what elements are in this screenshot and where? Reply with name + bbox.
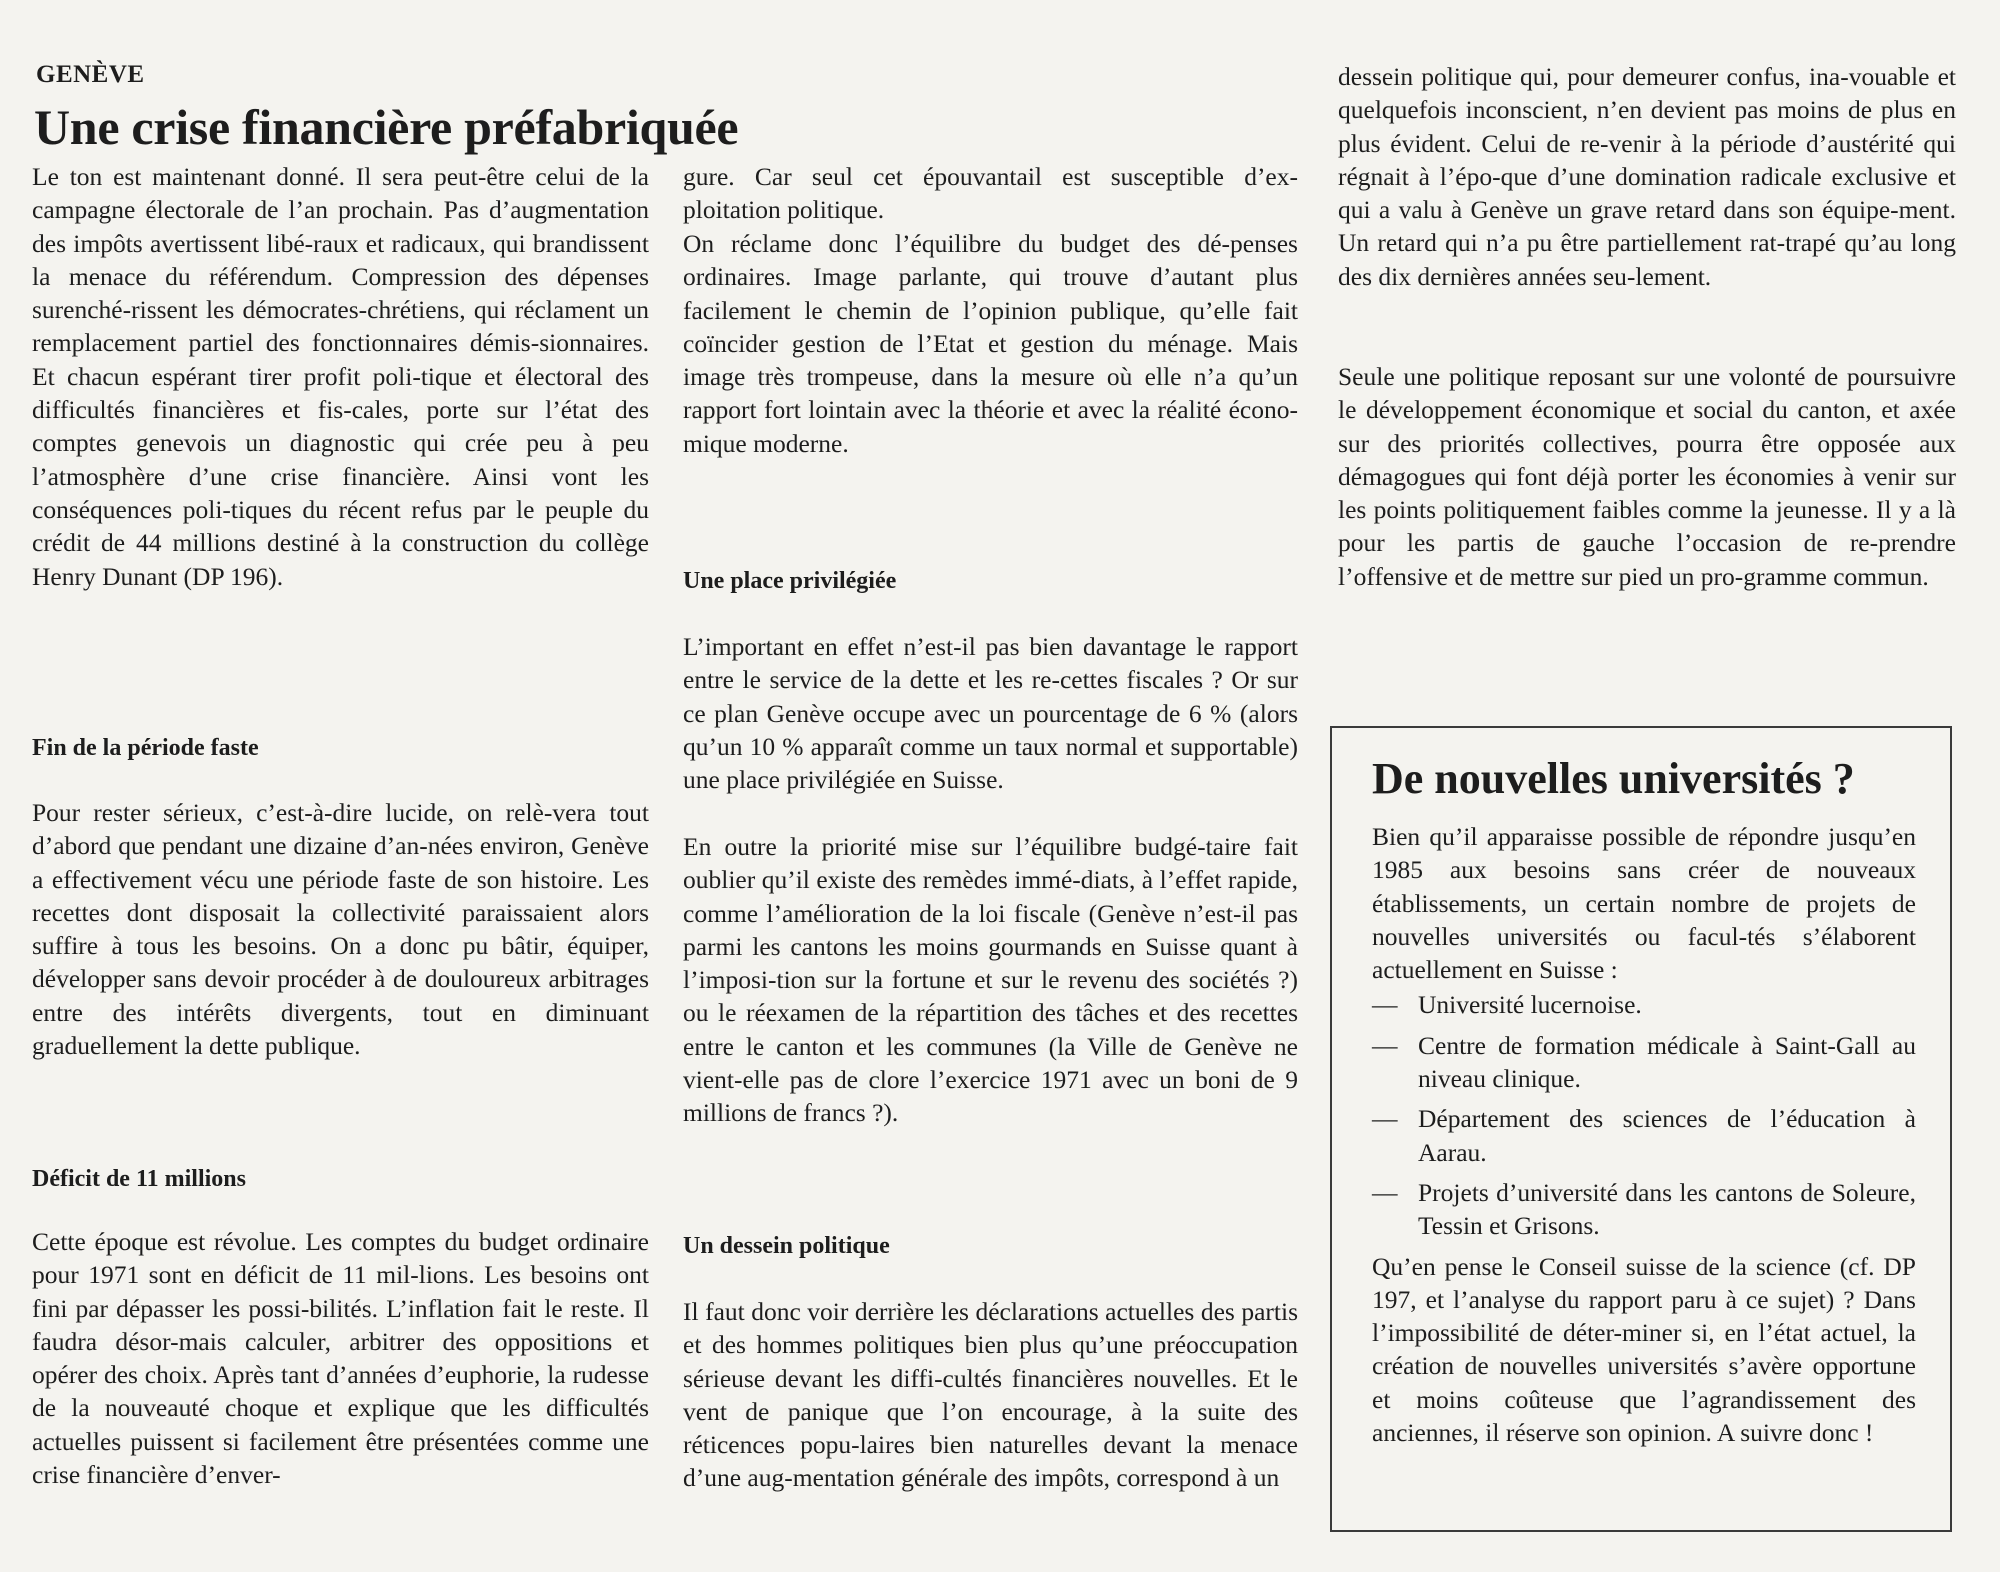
paragraph-dessein-suite: dessein politique qui, pour demeurer confus, ina-vouable et quelquefois inconscient, n’en devient pas moins de plus en plus évident. Celui de re-venir à la période d’austérité qui régnait à l’épo-que d’une domination radicale exclusive et qui a valu à Genève un grave retard dans son équipe-ment. Un retard qui n’a pu être partiellement rat-trapé qu’au long des dix dernières années seu-lement. — [1338, 62, 1956, 291]
list-item: — Département des sciences de l’éducation à Aarau. — [1372, 1102, 1916, 1169]
list-item: — Centre de formation médicale à Saint-Gall au niveau clinique. — [1372, 1029, 1916, 1096]
intro-paragraph: Le ton est maintenant donné. Il sera peut-être celui de la campagne électorale de l’an prochain. Pas d’augmentation des impôts avertissent libé-raux et radicaux, qui brandissent la menace du référendum. Compression des dépenses surenché-rissent les démocrates-chrétiens, qui réclament un remplacement partiel des fonctionnaires démis-sionnaires. Et chacun espérant tirer profit poli-tique et électoral des difficultés financières et fis-cales, porte sur l’état des comptes genevois un diagnostic qui crée peu à peu l’atmosphère d’une crise financière. Ainsi vont les conséquences poli-tiques du récent refus par le peuple du crédit de 44 millions destiné à la construction du collège Henry Dunant (DP 196). — [32, 162, 649, 591]
sidebar-title: De nouvelles universités ? — [1372, 754, 1855, 803]
paragraph-continuation: gure. Car seul cet épouvantail est susceptible d’ex-ploitation politique. — [683, 162, 1298, 225]
paragraph-deficit: Cette époque est révolue. Les comptes du budget ordinaire pour 1971 sont en déficit de 11 mil-lions. Les besoins ont fini par dépasser les possi-bilités. L’inflation fait le reste. Il faudra désor-mais calculer, arbitrer des oppositions et opérer des choix. Après tant d’années d’euphorie, la rudesse de la nouveauté choque et explique que les difficultés actuelles puissent si facilement être présentées comme une crise financière d’enver- — [32, 1227, 649, 1490]
subhead-deficit: Déficit de 11 millions — [32, 1166, 246, 1192]
list-item: — Projets d’université dans les cantons de Soleure, Tessin et Grisons. — [1372, 1176, 1916, 1243]
dash-bullet: — — [1372, 1104, 1398, 1134]
paragraph-equilibre-budget: On réclame donc l’équilibre du budget des dé-penses ordinaires. Image parlante, qui trouve d’autant plus facilement le chemin de l’opinion publique, qu’elle fait coïncider gestion de l’Etat et gestion du ménage. Mais image très trompeuse, dans la mesure où elle n’a qu’un rapport fort lointain avec la théorie et avec la réalité écono-mique moderne. — [683, 229, 1298, 458]
subhead-fin-periode-faste: Fin de la période faste — [32, 735, 259, 761]
subhead-place-privilegiee: Une place privilégiée — [683, 568, 897, 594]
article-kicker: GENÈVE — [36, 61, 145, 88]
paragraph-dessein-politique: Il faut donc voir derrière les déclarations actuelles des partis et des hommes politiques bien plus qu’une préoccupation sérieuse devant les diffi-cultés financières nouvelles. Et le vent de panique que l’on encourage, à la suite des réticences popu-laires bien naturelles devant la menace d’une aug-mentation générale des impôts, correspond à un — [683, 1297, 1298, 1493]
sidebar-list — [1372, 988, 1916, 1242]
paragraph-seule-politique: Seule une politique reposant sur une volonté de poursuivre le développement économique et social du canton, et axée sur des priorités collectives, pourra être opposée aux démagogues qui font déjà porter les économies à venir sur les points politiquement faibles comme la jeunesse. Il y a là pour les partis de gauche l’occasion de re-prendre l’offensive et de mettre sur pied un pro-gramme commun. — [1338, 362, 1956, 591]
paragraph-priorite: En outre la priorité mise sur l’équilibre budgé-taire fait oublier qu’il existe des remèdes immé-diats, à l’effet rapide, comme l’amélioration de la loi fiscale (Genève n’est-il pas parmi les cantons les moins gourmands en Suisse quant à l’imposi-tion sur la fortune et sur le revenu des sociétés ?) ou le réexamen de la répartition des tâches et des recettes entre le canton et les communes (la Ville de Genève ne vient-elle pas de clore l’exercice 1971 avec un boni de 9 millions de francs ?). — [683, 832, 1298, 1128]
list-item: — Université lucernoise. — [1372, 988, 1916, 1021]
dash-bullet: — — [1372, 1030, 1398, 1060]
dash-bullet: — — [1372, 1177, 1398, 1207]
dash-bullet: — — [1372, 990, 1398, 1020]
sidebar-outro: Qu’en pense le Conseil suisse de la science (cf. DP 197, et l’analyse du rapport paru à ce sujet) ? Dans l’impossibilité de déter-miner si, en l’état actuel, la création de nouvelles universités s’avère opportune et moins coûteuse que l’agrandissement des anciennes, il réserve son opinion. A suivre donc ! — [1372, 1251, 1916, 1448]
subhead-dessein-politique: Un dessein politique — [683, 1233, 890, 1259]
paragraph-place-privilegiee: L’important en effet n’est-il pas bien davantage le rapport entre le service de la dette et les re-cettes fiscales ? Or sur ce plan Genève occupe avec un pourcentage de 6 % (alors qu’un 10 % apparaît comme un taux normal et supportable) une place privilégiée en Suisse. — [683, 632, 1298, 795]
sidebar-body — [1372, 820, 1916, 1449]
paragraph-fin-periode-faste: Pour rester sérieux, c’est-à-dire lucide, on relè-vera tout d’abord que pendant une dizaine d’an-nées environ, Genève a effectivement vécu une période faste de son histoire. Les recettes dont disposait la collectivité paraissaient alors suffire à tous les besoins. On a donc pu bâtir, équiper, développer sans devoir procéder à de douloureux arbitrages entre des intérêts divergents, tout en diminuant graduellement la dette publique. — [32, 798, 649, 1061]
sidebar-intro: Bien qu’il apparaisse possible de répondre jusqu’en 1985 aux besoins sans créer de nouveaux établissements, un certain nombre de projets de nouvelles universités ou facul-tés s’élaborent actuellement en Suisse : — [1372, 822, 1916, 985]
article-headline: Une crise financière préfabriquée — [34, 99, 739, 155]
sidebar-box-universites — [1330, 726, 1952, 1532]
